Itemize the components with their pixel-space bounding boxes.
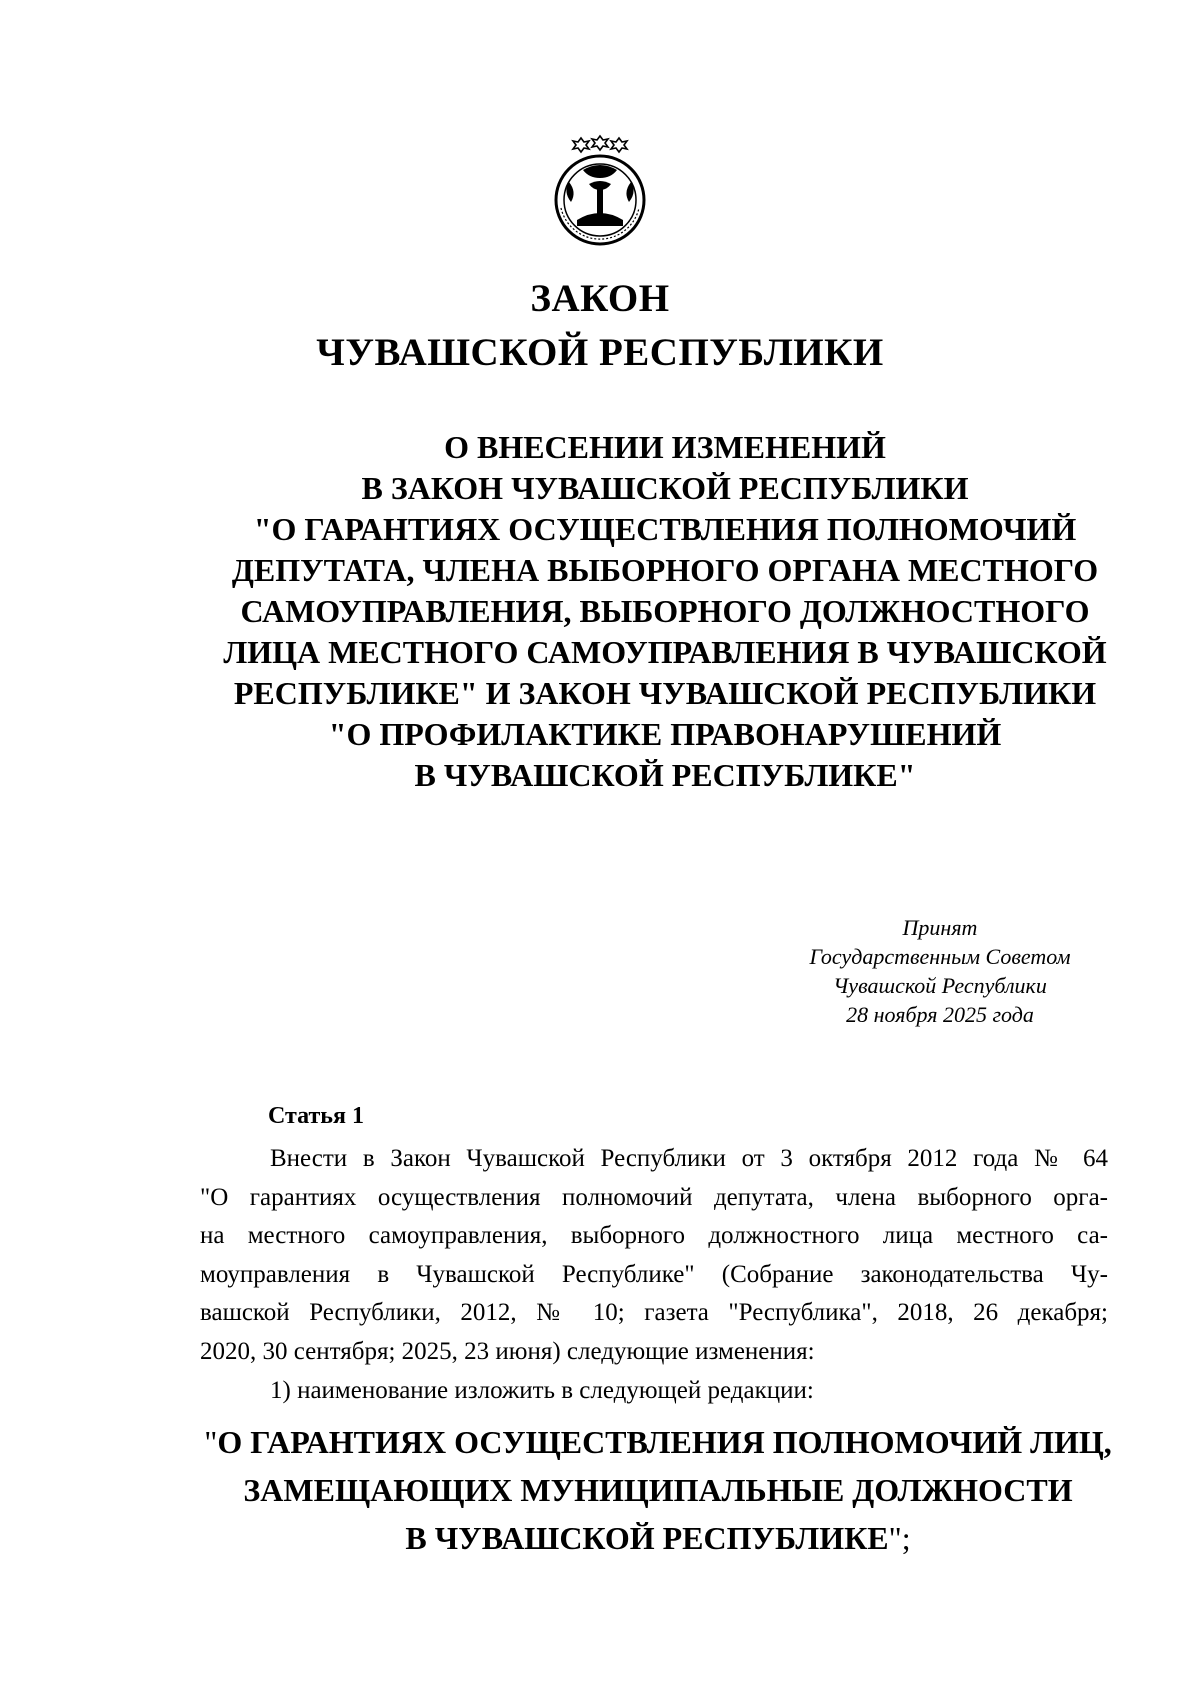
subject-line: ДЕПУТАТА, ЧЛЕНА ВЫБОРНОГО ОРГАНА МЕСТНОГО: [231, 552, 1099, 588]
law-title: [0, 272, 1200, 380]
chuvash-coat-of-arms-icon: [539, 128, 661, 248]
article-line: 2020, 30 сентября; 2025, 23 июня) следующие изменения:: [200, 1337, 815, 1365]
subject-line: О ВНЕСЕНИИ ИЗМЕНЕНИЙ: [444, 429, 886, 465]
subject-line: "О ГАРАНТИЯХ ОСУЩЕСТВЛЕНИЯ ПОЛНОМОЧИЙ: [253, 511, 1077, 547]
adoption-note: [740, 913, 1140, 1029]
adoption-line: Принят: [902, 915, 978, 940]
close-quote: ";: [888, 1520, 911, 1556]
subject-line: РЕСПУБЛИКЕ" И ЗАКОН ЧУВАШСКОЙ РЕСПУБЛИКИ: [233, 675, 1097, 711]
new-title-text: ЗАМЕЩАЮЩИХ МУНИЦИПАЛЬНЫЕ ДОЛЖНОСТИ: [243, 1472, 1073, 1508]
new-law-title: [200, 1418, 1116, 1562]
article-line: 1) наименование изложить в следующей редакции:: [270, 1376, 814, 1404]
subject-line: ЛИЦА МЕСТНОГО САМОУПРАВЛЕНИЯ В ЧУВАШСКОЙ: [223, 634, 1107, 670]
subject-line: САМОУПРАВЛЕНИЯ, ВЫБОРНОГО ДОЛЖНОСТНОГО: [240, 593, 1090, 629]
new-title-line: [200, 1514, 1116, 1562]
article-line: моуправления в Чувашской Республике" (Собрание законодательства Чу-: [200, 1260, 1108, 1288]
new-title-line: [200, 1466, 1116, 1514]
article-line: на местного самоуправления, выборного должностного лица местного са-: [200, 1222, 1108, 1250]
law-title-line: ЧУВАШСКОЙ РЕСПУБЛИКИ: [316, 331, 884, 374]
adoption-line: Государственным Советом: [809, 944, 1071, 969]
article-line: вашской Республики, 2012, № 10; газета "Республика", 2018, 26 декабря;: [200, 1299, 1108, 1327]
article-line: Внести в Закон Чувашской Республики от 3 октября 2012 года № 64: [270, 1145, 1108, 1172]
article-heading: Статья 1: [268, 1103, 364, 1129]
subject-line: В ЧУВАШСКОЙ РЕСПУБЛИКЕ": [414, 757, 916, 793]
article-line: "О гарантиях осуществления полномочий депутата, члена выборного орга-: [200, 1183, 1108, 1211]
subject-line: В ЗАКОН ЧУВАШСКОЙ РЕСПУБЛИКИ: [361, 470, 969, 506]
adoption-date: 28 ноября 2025 года: [846, 1002, 1034, 1027]
subject-line: "О ПРОФИЛАКТИКЕ ПРАВОНАРУШЕНИЙ: [328, 716, 1002, 752]
new-title-line: [200, 1418, 1116, 1466]
adoption-line: Чувашской Республики: [833, 973, 1047, 998]
open-quote: ": [204, 1424, 218, 1460]
article-body: [200, 1140, 1108, 1410]
new-title-text: В ЧУВАШСКОЙ РЕСПУБЛИКЕ: [405, 1520, 889, 1556]
law-title-line: ЗАКОН: [530, 277, 670, 320]
law-subject: [190, 427, 1140, 796]
new-title-text: О ГАРАНТИЯХ ОСУЩЕСТВЛЕНИЯ ПОЛНОМОЧИЙ ЛИЦ,: [217, 1424, 1112, 1460]
